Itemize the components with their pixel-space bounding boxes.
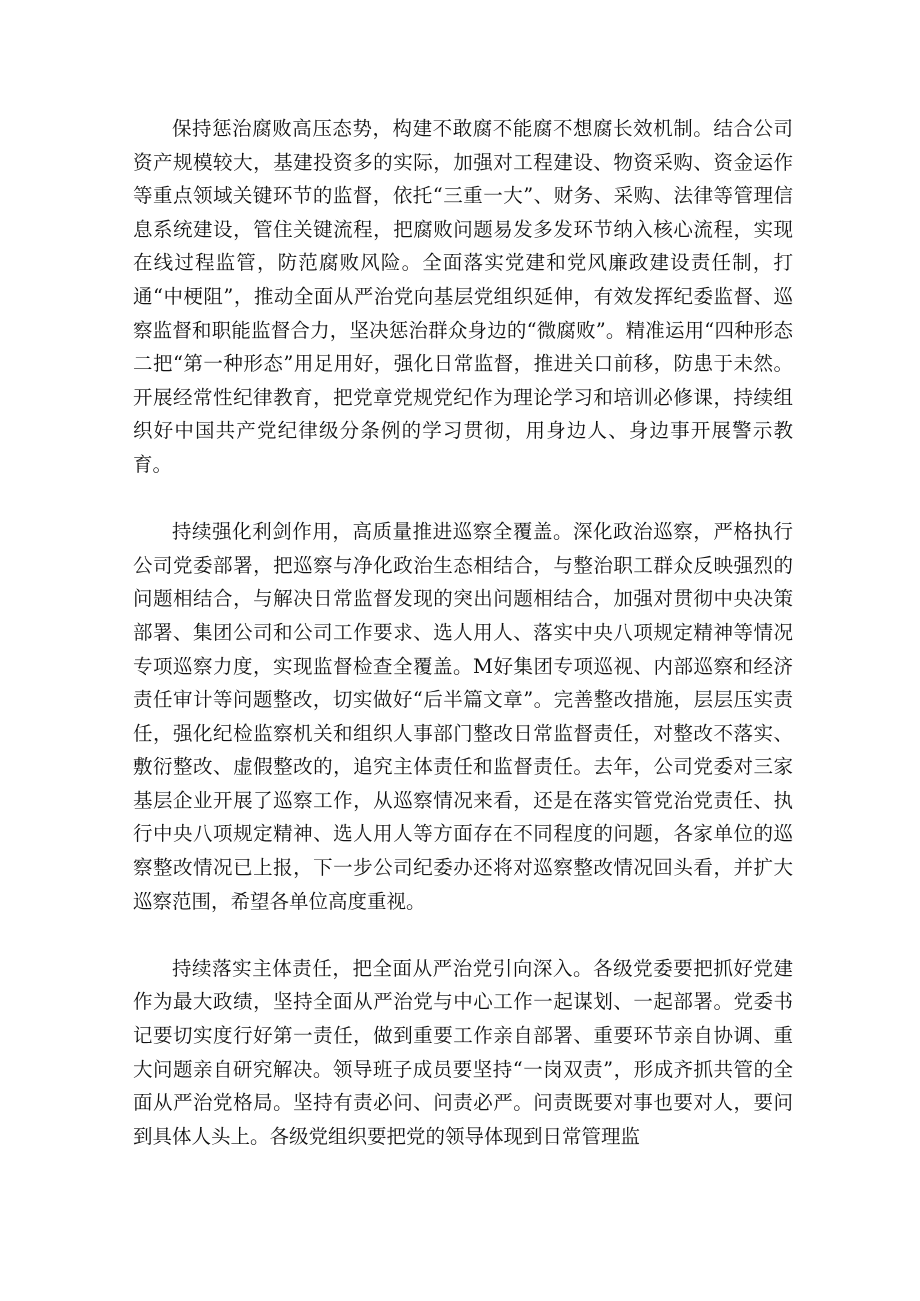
paragraph-1: 保持惩治腐败高压态势，构建不敢腐不能腐不想腐长效机制。结合公司资产规模较大，基建投资多的实际，加强对工程建设、物资采购、资金运作等重点领域关键环节的监督，依托“三重一大”、财务、采购、法律等管理信息系统建设，管住关键流程，把腐败问题易发多发环节纳入核心流程，实现在线过程监管，防范腐败风险。全面落实党建和党风廉政建设责任制，打通“中梗阻”，推动全面从严治党向基层党组织延伸，有效发挥纪委监督、巡察监督和职能监督合力，坚决惩治群众身边的“微腐败”。精准运用“四种形态二把“第一种形态”用足用好，强化日常监督，推进关口前移，防患于未然。开展经常性纪律教育，把党章党规党纪作为理论学习和培训必修课，持续组织好中国共产党纪律级分条例的学习贯彻，用身边人、身边事开展警示教育。 (133, 117, 793, 476)
paragraph-3: 持续落实主体责任，把全面从严治党引向深入。各级党委要把抓好党建作为最大政绩，坚持全面从严治党与中心工作一起谋划、一起部署。党委书记要切实度行好第一责任，做到重要工作亲自部署、重要环节亲自协调、重大问题亲自研究解决。领导班子成员要坚持“一岗双责”，形成齐抓共管的全面从严治党格局。坚持有责必问、问责必严。问责既要对事也要对人，要问到具体人头上。各级党组织要把党的领导体现到日常管理监 (133, 956, 793, 1148)
document-body (133, 112, 793, 1153)
paragraph-2: 持续强化利剑作用，高质量推进巡察全覆盖。深化政治巡察，严格执行公司党委部署，把巡察与净化政治生态相结合，与整治职工群众反映强烈的问题相结合，与解决日常监督发现的突出问题相结合，加强对贯彻中央决策部署、集团公司和公司工作要求、选人用人、落实中央八项规定精神等情况专项巡察力度，实现监督检查全覆盖。M好集团专项巡视、内部巡察和经济责任审计等问题整改，切实做好“后半篇文章”。完善整改措施，层层压实责任，强化纪检监察机关和组织人事部门整改日常监督责任，对整改不落实、敷衍整改、虚假整改的，追究主体责任和监督责任。去年，公司党委对三家基层企业开展了巡察工作，从巡察情况来看，还是在落实管党治党责任、执行中央八项规定精神、选人用人等方面存在不同程度的问题，各家单位的巡察整改情况已上报，下一步公司纪委办还将对巡察整改情况回头看，并扩大巡察范围，希望各单位高度重视。 (133, 520, 793, 913)
